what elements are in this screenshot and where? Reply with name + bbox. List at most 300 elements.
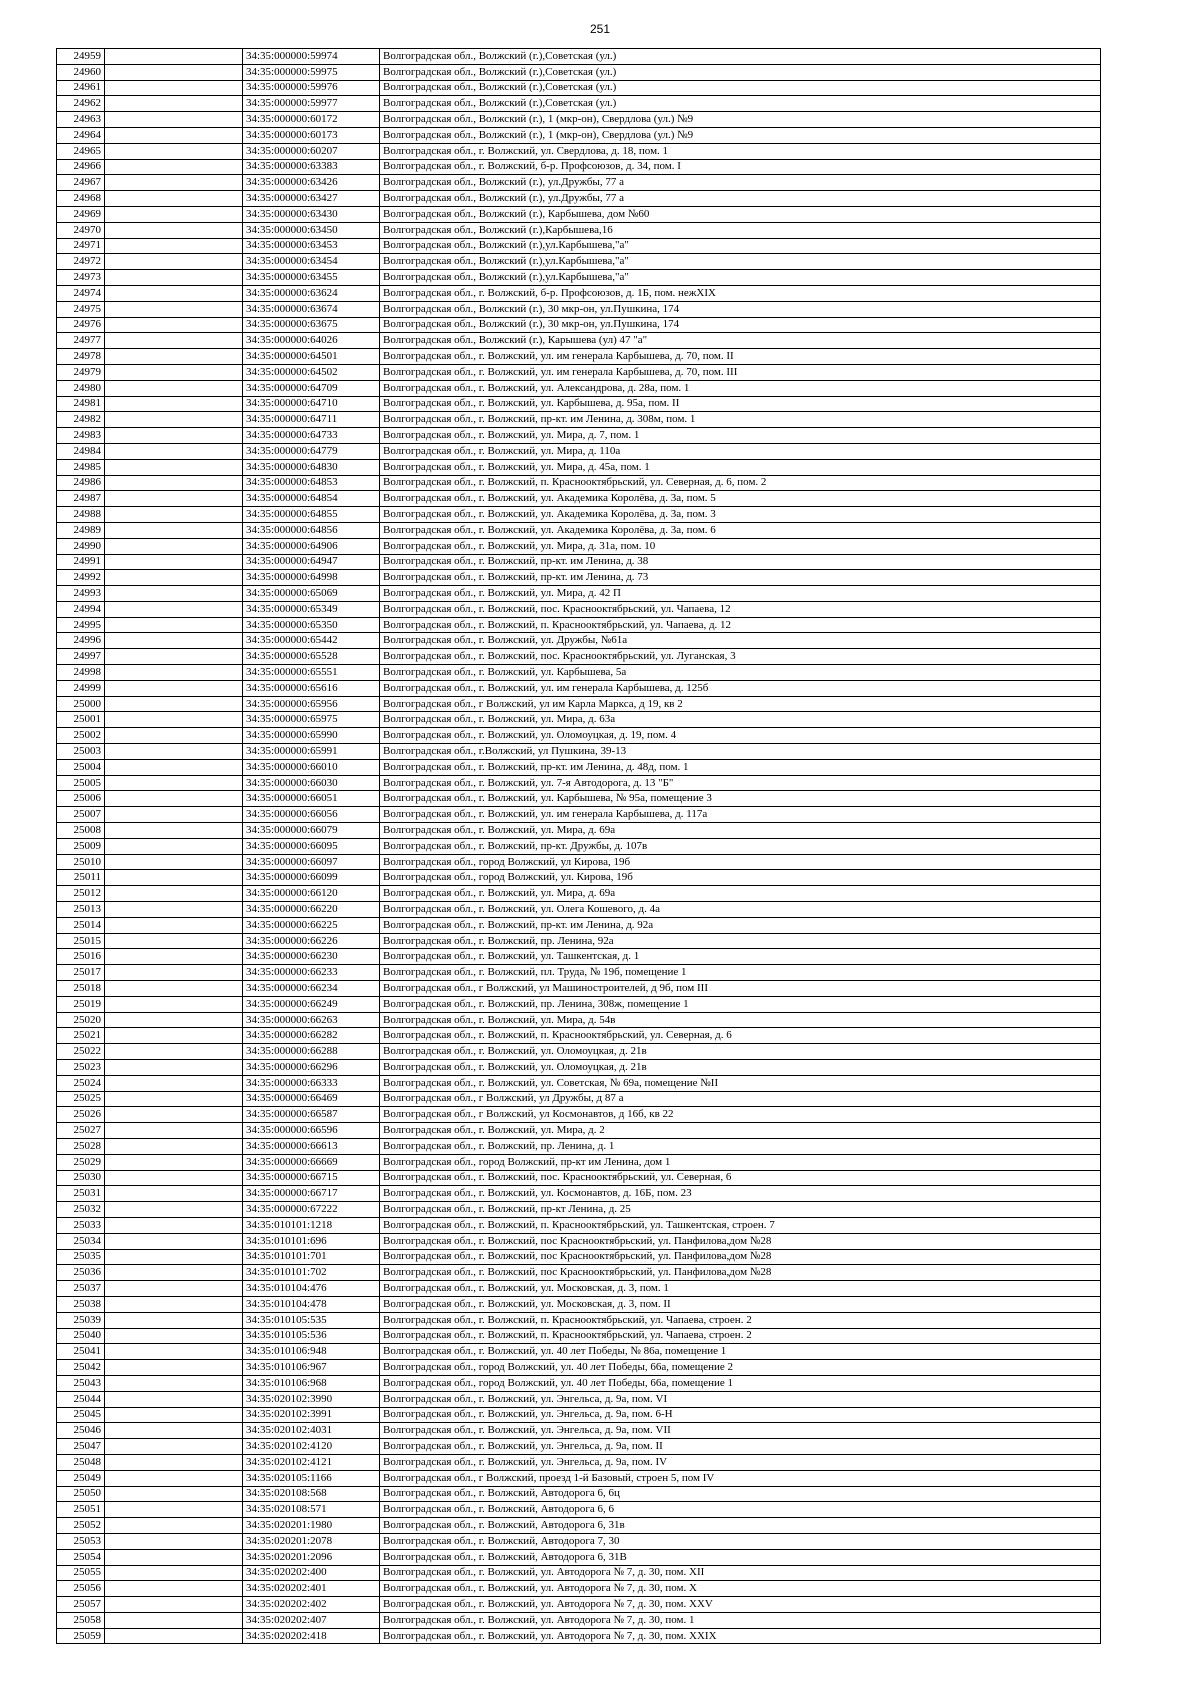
table-row — [57, 759, 1101, 775]
table-row — [57, 285, 1101, 301]
cadastral-number-cell: 34:35:000000:64779 — [243, 443, 380, 459]
address-cell: Волгоградская обл., город Волжский, ул. 40 лет Победы, 66а, помещение 1 — [380, 1375, 1101, 1391]
blank-cell — [105, 1233, 243, 1249]
blank-cell — [105, 838, 243, 854]
table-row — [57, 1249, 1101, 1265]
address-cell: Волгоградская обл., г. Волжский, ул. 7-я Автодорога, д. 13 "Б" — [380, 775, 1101, 791]
blank-cell — [105, 538, 243, 554]
address-cell: Волгоградская обл., г. Волжский, п. Краснооктябрьский, ул. Чапаева, строен. 2 — [380, 1312, 1101, 1328]
row-number-cell: 25001 — [57, 712, 105, 728]
table-row — [57, 1612, 1101, 1628]
blank-cell — [105, 1138, 243, 1154]
row-number-cell: 25028 — [57, 1138, 105, 1154]
blank-cell — [105, 428, 243, 444]
cadastral-number-cell: 34:35:000000:64501 — [243, 349, 380, 365]
blank-cell — [105, 1533, 243, 1549]
cadastral-number-cell: 34:35:000000:66010 — [243, 759, 380, 775]
cadastral-number-cell: 34:35:000000:64998 — [243, 570, 380, 586]
table-row — [57, 965, 1101, 981]
address-cell: Волгоградская обл., город Волжский, ул. 40 лет Победы, 66а, помещение 2 — [380, 1360, 1101, 1376]
row-number-cell: 25023 — [57, 1060, 105, 1076]
blank-cell — [105, 1012, 243, 1028]
blank-cell — [105, 143, 243, 159]
cadastral-number-cell: 34:35:000000:64830 — [243, 459, 380, 475]
table-row — [57, 933, 1101, 949]
cadastral-number-cell: 34:35:000000:67222 — [243, 1202, 380, 1218]
blank-cell — [105, 649, 243, 665]
cadastral-number-cell: 34:35:000000:66288 — [243, 1044, 380, 1060]
blank-cell — [105, 222, 243, 238]
row-number-cell: 25048 — [57, 1454, 105, 1470]
blank-cell — [105, 791, 243, 807]
table-row — [57, 680, 1101, 696]
blank-cell — [105, 1597, 243, 1613]
table-row — [57, 522, 1101, 538]
row-number-cell: 25054 — [57, 1549, 105, 1565]
blank-cell — [105, 807, 243, 823]
blank-cell — [105, 1281, 243, 1297]
blank-cell — [105, 1628, 243, 1644]
blank-cell — [105, 1296, 243, 1312]
table-row — [57, 586, 1101, 602]
cadastral-number-cell: 34:35:010106:948 — [243, 1344, 380, 1360]
page-number: 251 — [589, 22, 611, 36]
cadastral-number-cell: 34:35:010106:968 — [243, 1375, 380, 1391]
cadastral-number-cell: 34:35:000000:66120 — [243, 886, 380, 902]
cadastral-number-cell: 34:35:010105:535 — [243, 1312, 380, 1328]
blank-cell — [105, 902, 243, 918]
row-number-cell: 24966 — [57, 159, 105, 175]
blank-cell — [105, 1344, 243, 1360]
cadastral-number-cell: 34:35:010101:1218 — [243, 1217, 380, 1233]
table-row — [57, 1454, 1101, 1470]
table-row — [57, 823, 1101, 839]
cadastral-number-cell: 34:35:000000:60173 — [243, 127, 380, 143]
row-number-cell: 24974 — [57, 285, 105, 301]
cadastral-number-cell: 34:35:020105:1166 — [243, 1470, 380, 1486]
table-row — [57, 886, 1101, 902]
cadastral-number-cell: 34:35:020202:401 — [243, 1581, 380, 1597]
row-number-cell: 25019 — [57, 996, 105, 1012]
row-number-cell: 25037 — [57, 1281, 105, 1297]
address-cell: Волгоградская обл., г. Волжский, ул. Мира, д. 110а — [380, 443, 1101, 459]
blank-cell — [105, 475, 243, 491]
address-cell: Волгоградская обл., г. Волжский, пос Краснооктябрьский, ул. Панфилова,дом №28 — [380, 1233, 1101, 1249]
row-number-cell: 24985 — [57, 459, 105, 475]
blank-cell — [105, 823, 243, 839]
blank-cell — [105, 633, 243, 649]
blank-cell — [105, 1502, 243, 1518]
blank-cell — [105, 759, 243, 775]
table-row — [57, 696, 1101, 712]
cadastral-number-cell: 34:35:000000:60172 — [243, 112, 380, 128]
table-row — [57, 649, 1101, 665]
cadastral-number-cell: 34:35:000000:66596 — [243, 1123, 380, 1139]
cadastral-number-cell: 34:35:000000:65990 — [243, 728, 380, 744]
blank-cell — [105, 1375, 243, 1391]
row-number-cell: 24980 — [57, 380, 105, 396]
cadastral-number-cell: 34:35:000000:66613 — [243, 1138, 380, 1154]
cadastral-number-cell: 34:35:020202:402 — [243, 1597, 380, 1613]
row-number-cell: 25015 — [57, 933, 105, 949]
address-cell: Волгоградская обл., Волжский (г.), ул.Дружбы, 77 а — [380, 191, 1101, 207]
table-row — [57, 1597, 1101, 1613]
table-row — [57, 380, 1101, 396]
table-row — [57, 443, 1101, 459]
cadastral-number-cell: 34:35:000000:66717 — [243, 1186, 380, 1202]
address-cell: Волгоградская обл., г. Волжский, ул. 40 лет Победы, № 86а, помещение 1 — [380, 1344, 1101, 1360]
address-cell: Волгоградская обл., город Волжский, ул Кирова, 19б — [380, 854, 1101, 870]
table-row — [57, 1154, 1101, 1170]
address-cell: Волгоградская обл., г. Волжский, ул. Мира, д. 42 П — [380, 586, 1101, 602]
table-row — [57, 1044, 1101, 1060]
cadastral-number-cell: 34:35:000000:64711 — [243, 412, 380, 428]
cadastral-number-cell: 34:35:010101:701 — [243, 1249, 380, 1265]
row-number-cell: 24996 — [57, 633, 105, 649]
blank-cell — [105, 64, 243, 80]
row-number-cell: 25030 — [57, 1170, 105, 1186]
table-row — [57, 1328, 1101, 1344]
blank-cell — [105, 744, 243, 760]
table-row — [57, 1296, 1101, 1312]
blank-cell — [105, 317, 243, 333]
row-number-cell: 25059 — [57, 1628, 105, 1644]
cadastral-number-cell: 34:35:000000:66079 — [243, 823, 380, 839]
row-number-cell: 24997 — [57, 649, 105, 665]
table-row — [57, 127, 1101, 143]
row-number-cell: 25020 — [57, 1012, 105, 1028]
cadastral-number-cell: 34:35:020201:1980 — [243, 1518, 380, 1534]
row-number-cell: 25045 — [57, 1407, 105, 1423]
table-row — [57, 459, 1101, 475]
row-number-cell: 25014 — [57, 917, 105, 933]
blank-cell — [105, 301, 243, 317]
address-cell: Волгоградская обл., г. Волжский, Автодорога 6, 31в — [380, 1518, 1101, 1534]
address-cell: Волгоградская обл., г. Волжский, ул. Карбышева, № 95а, помещение 3 — [380, 791, 1101, 807]
table-row — [57, 601, 1101, 617]
row-number-cell: 25003 — [57, 744, 105, 760]
cadastral-number-cell: 34:35:020102:3991 — [243, 1407, 380, 1423]
blank-cell — [105, 1154, 243, 1170]
row-number-cell: 24991 — [57, 554, 105, 570]
row-number-cell: 25050 — [57, 1486, 105, 1502]
table-row — [57, 1233, 1101, 1249]
address-cell: Волгоградская обл., г. Волжский, пос Краснооктябрьский, ул. Панфилова,дом №28 — [380, 1265, 1101, 1281]
blank-cell — [105, 1312, 243, 1328]
address-cell: Волгоградская обл., г. Волжский, Автодорога 6, 6 — [380, 1502, 1101, 1518]
cadastral-number-cell: 34:35:020201:2078 — [243, 1533, 380, 1549]
blank-cell — [105, 1549, 243, 1565]
registry-table — [56, 48, 1101, 1644]
address-cell: Волгоградская обл., г. Волжский, ул. Автодорога № 7, д. 30, пом. 1 — [380, 1612, 1101, 1628]
cadastral-number-cell: 34:35:000000:66095 — [243, 838, 380, 854]
row-number-cell: 25024 — [57, 1075, 105, 1091]
cadastral-number-cell: 34:35:010106:967 — [243, 1360, 380, 1376]
blank-cell — [105, 175, 243, 191]
blank-cell — [105, 1486, 243, 1502]
row-number-cell: 25042 — [57, 1360, 105, 1376]
row-number-cell: 25056 — [57, 1581, 105, 1597]
row-number-cell: 24994 — [57, 601, 105, 617]
address-cell: Волгоградская обл., Волжский (г.), Карбышева, дом №60 — [380, 206, 1101, 222]
blank-cell — [105, 112, 243, 128]
table-row — [57, 143, 1101, 159]
cadastral-number-cell: 34:35:000000:65069 — [243, 586, 380, 602]
blank-cell — [105, 396, 243, 412]
table-row — [57, 1486, 1101, 1502]
address-cell: Волгоградская обл., Волжский (г.),Советская (ул.) — [380, 96, 1101, 112]
table-row — [57, 1502, 1101, 1518]
address-cell: Волгоградская обл., Волжский (г.), 30 мкр-он, ул.Пушкина, 174 — [380, 317, 1101, 333]
address-cell: Волгоградская обл., г. Волжский, ул. Мира, д. 54в — [380, 1012, 1101, 1028]
blank-cell — [105, 570, 243, 586]
address-cell: Волгоградская обл., г. Волжский, пр-кт. им Ленина, д. 73 — [380, 570, 1101, 586]
row-number-cell: 25044 — [57, 1391, 105, 1407]
address-cell: Волгоградская обл., г. Волжский, пос. Краснооктябрьский, ул. Чапаева, 12 — [380, 601, 1101, 617]
address-cell: Волгоградская обл., Волжский (г.),Советская (ул.) — [380, 80, 1101, 96]
address-cell: Волгоградская обл., г. Волжский, ул. Карбышева, д. 95а, пом. II — [380, 396, 1101, 412]
blank-cell — [105, 127, 243, 143]
address-cell: Волгоградская обл., г Волжский, проезд 1-й Базовый, строен 5, пом IV — [380, 1470, 1101, 1486]
blank-cell — [105, 1328, 243, 1344]
row-number-cell: 25047 — [57, 1439, 105, 1455]
blank-cell — [105, 159, 243, 175]
cadastral-number-cell: 34:35:000000:63455 — [243, 270, 380, 286]
address-cell: Волгоградская обл., г. Волжский, ул. Свердлова, д. 18, пом. 1 — [380, 143, 1101, 159]
cadastral-number-cell: 34:35:010104:476 — [243, 1281, 380, 1297]
blank-cell — [105, 349, 243, 365]
cadastral-number-cell: 34:35:000000:64733 — [243, 428, 380, 444]
address-cell: Волгоградская обл., г. Волжский, ул. Автодорога № 7, д. 30, пом. XXIX — [380, 1628, 1101, 1644]
blank-cell — [105, 665, 243, 681]
row-number-cell: 24999 — [57, 680, 105, 696]
row-number-cell: 24983 — [57, 428, 105, 444]
blank-cell — [105, 586, 243, 602]
table-row — [57, 364, 1101, 380]
blank-cell — [105, 1028, 243, 1044]
row-number-cell: 24988 — [57, 507, 105, 523]
table-row — [57, 1170, 1101, 1186]
cadastral-number-cell: 34:35:000000:66030 — [243, 775, 380, 791]
table-row — [57, 412, 1101, 428]
address-cell: Волгоградская обл., г. Волжский, ул. им генерала Карбышева, д. 125б — [380, 680, 1101, 696]
blank-cell — [105, 617, 243, 633]
address-cell: Волгоградская обл., г. Волжский, б-р. Профсоюзов, д. 34, пом. I — [380, 159, 1101, 175]
cadastral-number-cell: 34:35:020202:418 — [243, 1628, 380, 1644]
blank-cell — [105, 1360, 243, 1376]
address-cell: Волгоградская обл., г. Волжский, ул. Ташкентская, д. 1 — [380, 949, 1101, 965]
address-cell: Волгоградская обл., г. Волжский, ул. Мира, д. 69а — [380, 823, 1101, 839]
row-number-cell: 25039 — [57, 1312, 105, 1328]
cadastral-number-cell: 34:35:000000:65975 — [243, 712, 380, 728]
cadastral-number-cell: 34:35:000000:63453 — [243, 238, 380, 254]
cadastral-number-cell: 34:35:000000:64906 — [243, 538, 380, 554]
blank-cell — [105, 949, 243, 965]
row-number-cell: 25018 — [57, 981, 105, 997]
blank-cell — [105, 1439, 243, 1455]
row-number-cell: 24964 — [57, 127, 105, 143]
address-cell: Волгоградская обл., г. Волжский, б-р. Профсоюзов, д. 1Б, пом. нежXIX — [380, 285, 1101, 301]
blank-cell — [105, 1470, 243, 1486]
row-number-cell: 24990 — [57, 538, 105, 554]
address-cell: Волгоградская обл., г. Волжский, Автодорога 7, 30 — [380, 1533, 1101, 1549]
cadastral-number-cell: 34:35:000000:63426 — [243, 175, 380, 191]
table-row — [57, 96, 1101, 112]
address-cell: Волгоградская обл., Волжский (г.),ул.Карбышева,"а" — [380, 254, 1101, 270]
table-row — [57, 665, 1101, 681]
table-row — [57, 1217, 1101, 1233]
address-cell: Волгоградская обл., г. Волжский, ул. Мира, д. 45а, пом. 1 — [380, 459, 1101, 475]
cadastral-number-cell: 34:35:000000:66296 — [243, 1060, 380, 1076]
address-cell: Волгоградская обл., г. Волжский, п. Краснооктябрьский, ул. Ташкентская, строен. 7 — [380, 1217, 1101, 1233]
table-row — [57, 301, 1101, 317]
row-number-cell: 25053 — [57, 1533, 105, 1549]
blank-cell — [105, 364, 243, 380]
blank-cell — [105, 601, 243, 617]
address-cell: Волгоградская обл., г Волжский, ул Машиностроителей, д 9б, пом III — [380, 981, 1101, 997]
address-cell: Волгоградская обл., г. Волжский, ул. Мира, д. 7, пом. 1 — [380, 428, 1101, 444]
blank-cell — [105, 1091, 243, 1107]
address-cell: Волгоградская обл., г. Волжский, пос Краснооктябрьский, ул. Панфилова,дом №28 — [380, 1249, 1101, 1265]
row-number-cell: 25011 — [57, 870, 105, 886]
table-row — [57, 1075, 1101, 1091]
cadastral-number-cell: 34:35:020102:4121 — [243, 1454, 380, 1470]
address-cell: Волгоградская обл., г. Волжский, п. Краснооктябрьский, ул. Северная, д. 6, пом. 2 — [380, 475, 1101, 491]
blank-cell — [105, 996, 243, 1012]
table-row — [57, 981, 1101, 997]
cadastral-number-cell: 34:35:000000:66249 — [243, 996, 380, 1012]
blank-cell — [105, 1265, 243, 1281]
row-number-cell: 25046 — [57, 1423, 105, 1439]
table-row — [57, 175, 1101, 191]
blank-cell — [105, 507, 243, 523]
row-number-cell: 24973 — [57, 270, 105, 286]
table-row — [57, 854, 1101, 870]
cadastral-number-cell: 34:35:000000:66226 — [243, 933, 380, 949]
address-cell: Волгоградская обл., г Волжский, ул им Карла Маркса, д 19, кв 2 — [380, 696, 1101, 712]
blank-cell — [105, 206, 243, 222]
cadastral-number-cell: 34:35:000000:64710 — [243, 396, 380, 412]
address-cell: Волгоградская обл., г. Волжский, пл. Труда, № 19б, помещение 1 — [380, 965, 1101, 981]
blank-cell — [105, 333, 243, 349]
table-row — [57, 1581, 1101, 1597]
address-cell: Волгоградская обл., город Волжский, пр-кт им Ленина, дом 1 — [380, 1154, 1101, 1170]
table-row — [57, 1138, 1101, 1154]
cadastral-number-cell: 34:35:010101:696 — [243, 1233, 380, 1249]
address-cell: Волгоградская обл., г. Волжский, пр-кт. им Ленина, д. 48д, пом. 1 — [380, 759, 1101, 775]
blank-cell — [105, 981, 243, 997]
row-number-cell: 24965 — [57, 143, 105, 159]
table-row — [57, 1375, 1101, 1391]
blank-cell — [105, 1044, 243, 1060]
blank-cell — [105, 554, 243, 570]
row-number-cell: 24975 — [57, 301, 105, 317]
row-number-cell: 25031 — [57, 1186, 105, 1202]
row-number-cell: 25022 — [57, 1044, 105, 1060]
blank-cell — [105, 1186, 243, 1202]
cadastral-number-cell: 34:35:000000:63383 — [243, 159, 380, 175]
row-number-cell: 25025 — [57, 1091, 105, 1107]
table-row — [57, 1028, 1101, 1044]
table-row — [57, 728, 1101, 744]
row-number-cell: 24986 — [57, 475, 105, 491]
table-row — [57, 1628, 1101, 1644]
row-number-cell: 24987 — [57, 491, 105, 507]
table-row — [57, 222, 1101, 238]
address-cell: Волгоградская обл., г. Волжский, пр-кт. им Ленина, д. 92а — [380, 917, 1101, 933]
table-row — [57, 475, 1101, 491]
row-number-cell: 25012 — [57, 886, 105, 902]
table-row — [57, 270, 1101, 286]
address-cell: Волгоградская обл., г. Волжский, ул. Академика Королёва, д. 3а, пом. 5 — [380, 491, 1101, 507]
address-cell: Волгоградская обл., г. Волжский, ул. Энгельса, д. 9а, пом. VII — [380, 1423, 1101, 1439]
blank-cell — [105, 49, 243, 65]
row-number-cell: 25000 — [57, 696, 105, 712]
cadastral-number-cell: 34:35:020108:568 — [243, 1486, 380, 1502]
blank-cell — [105, 412, 243, 428]
cadastral-number-cell: 34:35:020102:4031 — [243, 1423, 380, 1439]
address-cell: Волгоградская обл., г. Волжский, п. Краснооктябрьский, ул. Чапаева, строен. 2 — [380, 1328, 1101, 1344]
row-number-cell: 24960 — [57, 64, 105, 80]
table-row — [57, 1360, 1101, 1376]
row-number-cell: 25051 — [57, 1502, 105, 1518]
blank-cell — [105, 80, 243, 96]
cadastral-number-cell: 34:35:020202:400 — [243, 1565, 380, 1581]
blank-cell — [105, 443, 243, 459]
address-cell: Волгоградская обл., г. Волжский, ул. Автодорога № 7, д. 30, пом. XXV — [380, 1597, 1101, 1613]
blank-cell — [105, 1423, 243, 1439]
cadastral-number-cell: 34:35:000000:65349 — [243, 601, 380, 617]
blank-cell — [105, 1217, 243, 1233]
address-cell: Волгоградская обл., г. Волжский, п. Краснооктябрьский, ул. Северная, д. 6 — [380, 1028, 1101, 1044]
table-row — [57, 633, 1101, 649]
blank-cell — [105, 254, 243, 270]
table-row — [57, 1060, 1101, 1076]
table-row — [57, 791, 1101, 807]
cadastral-number-cell: 34:35:000000:60207 — [243, 143, 380, 159]
address-cell: Волгоградская обл., г. Волжский, пос. Краснооктябрьский, ул. Луганская, 3 — [380, 649, 1101, 665]
address-cell: Волгоградская обл., г. Волжский, пр. Ленина, 308ж, помещение 1 — [380, 996, 1101, 1012]
cadastral-number-cell: 34:35:000000:65528 — [243, 649, 380, 665]
blank-cell — [105, 380, 243, 396]
row-number-cell: 24970 — [57, 222, 105, 238]
table-row — [57, 917, 1101, 933]
blank-cell — [105, 1565, 243, 1581]
table-row — [57, 191, 1101, 207]
row-number-cell: 24984 — [57, 443, 105, 459]
row-number-cell: 25055 — [57, 1565, 105, 1581]
address-cell: Волгоградская обл., г. Волжский, пр-кт. им Ленина, д. 308м, пом. 1 — [380, 412, 1101, 428]
table-row — [57, 1391, 1101, 1407]
cadastral-number-cell: 34:35:000000:66333 — [243, 1075, 380, 1091]
row-number-cell: 25040 — [57, 1328, 105, 1344]
blank-cell — [105, 1123, 243, 1139]
table-row — [57, 870, 1101, 886]
cadastral-number-cell: 34:35:000000:66234 — [243, 981, 380, 997]
address-cell: Волгоградская обл., г.Волжский, ул Пушкина, 39-13 — [380, 744, 1101, 760]
cadastral-number-cell: 34:35:000000:65551 — [243, 665, 380, 681]
address-cell: Волгоградская обл., Волжский (г.), 30 мкр-он, ул.Пушкина, 174 — [380, 301, 1101, 317]
address-cell: Волгоградская обл., г. Волжский, ул. Карбышева, 5а — [380, 665, 1101, 681]
row-number-cell: 24962 — [57, 96, 105, 112]
row-number-cell: 25041 — [57, 1344, 105, 1360]
table-row — [57, 554, 1101, 570]
row-number-cell: 25013 — [57, 902, 105, 918]
table-row — [57, 238, 1101, 254]
blank-cell — [105, 1612, 243, 1628]
cadastral-number-cell: 34:35:020102:3990 — [243, 1391, 380, 1407]
address-cell: Волгоградская обл., г. Волжский, пр-кт. им Ленина, д. 38 — [380, 554, 1101, 570]
